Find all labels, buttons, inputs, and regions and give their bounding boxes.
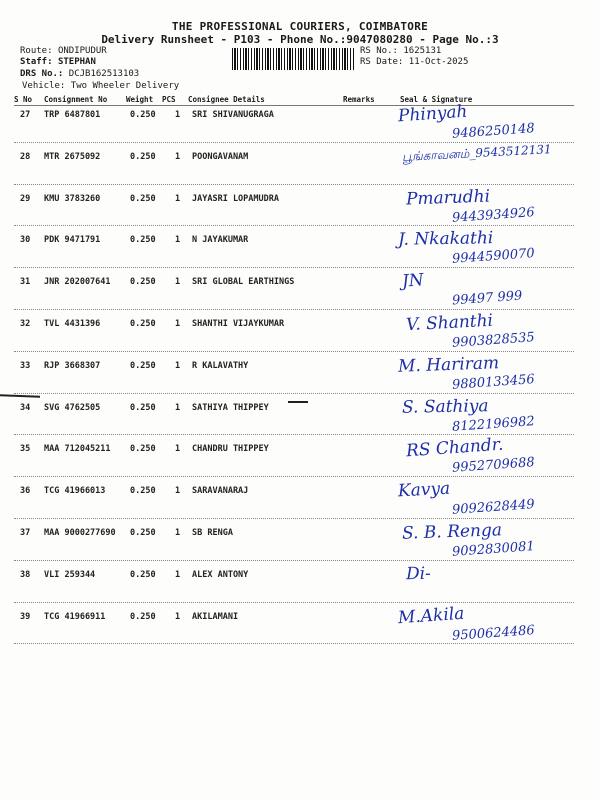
rs-no-info: [360, 46, 441, 57]
rs-no-value: 1625131: [403, 46, 442, 56]
drs-label: DRS No.:: [20, 69, 64, 79]
signature-name: RS Chandr.: [405, 435, 505, 462]
row-consignment-no: JNR 202007641: [44, 277, 111, 288]
col-header-sno: S No: [14, 95, 33, 104]
signature-phone: 9092830081: [451, 539, 536, 560]
row-weight: 0.250: [130, 277, 156, 288]
row-consignment-no: SVG 4762505: [44, 402, 101, 413]
row-consignee: ALEX ANTONY: [192, 569, 249, 580]
vehicle-info: [22, 81, 179, 92]
row-pcs: 1: [175, 611, 181, 622]
row-divider: [14, 518, 574, 519]
row-divider: [14, 476, 574, 477]
col-header-remarks: Remarks: [343, 95, 375, 104]
signature-phone: 99497 999: [451, 288, 523, 309]
row-consignee: SARAVANARAJ: [192, 486, 249, 497]
row-weight: 0.250: [130, 444, 156, 455]
signature-phone: 9486250148: [451, 121, 536, 142]
row-consignee: POONGAVANAM: [192, 151, 249, 162]
signature-phone: 9903828535: [451, 330, 536, 351]
row-weight: 0.250: [130, 569, 156, 580]
col-header-weight: Weight: [126, 95, 154, 104]
row-consignment-no: TCG 41966911: [44, 611, 106, 622]
signature-name: Pmarudhi: [405, 186, 491, 210]
row-consignee: SATHIYA THIPPEY: [192, 402, 269, 413]
row-pcs: 1: [175, 193, 181, 204]
row-pcs: 1: [175, 360, 181, 371]
staff-value: STEPHAN: [57, 57, 96, 67]
row-pcs: 1: [175, 444, 181, 455]
row-weight: 0.250: [130, 360, 156, 371]
row-consignee: N JAYAKUMAR: [192, 235, 249, 246]
row-sno: 38: [20, 569, 31, 580]
header-divider: [14, 105, 574, 106]
signature-name: JN: [401, 270, 425, 292]
signature-name: V. Shanthi: [405, 310, 494, 336]
row-weight: 0.250: [130, 486, 156, 497]
signature-phone: 9880133456: [451, 371, 536, 393]
signature-phone: 9944590070: [451, 246, 536, 268]
signature-phone: 9443934926: [451, 204, 536, 226]
drs-value: DCJB162513103: [68, 69, 140, 79]
rs-date-info: [360, 57, 468, 68]
row-pcs: 1: [175, 151, 181, 162]
row-sno: 29: [20, 193, 31, 204]
signature-name: M.Akila: [397, 603, 466, 628]
row-pcs: 1: [175, 402, 181, 413]
signature-name: Kavya: [397, 478, 451, 502]
company-title: THE PROFESSIONAL COURIERS, COIMBATORE: [171, 20, 429, 33]
row-weight: 0.250: [130, 151, 156, 162]
row-sno: 36: [20, 486, 31, 497]
row-pcs: 1: [175, 277, 181, 288]
row-sno: 35: [20, 444, 31, 455]
row-weight: 0.250: [130, 193, 156, 204]
signature-phone: 9500624486: [451, 622, 536, 644]
row-consignment-no: TRP 6487801: [44, 110, 101, 120]
route-info: [20, 46, 107, 57]
row-pcs: 1: [175, 319, 181, 329]
route-label: Route:: [20, 46, 53, 56]
drs-info: [20, 69, 139, 80]
col-header-pcs: PCS: [162, 95, 176, 104]
row-consignee: SHANTHI VIJAYKUMAR: [192, 319, 285, 329]
row-sno: 31: [20, 277, 31, 288]
row-consignee: SRI SHIVANUGRAGA: [192, 110, 274, 120]
row-sno: 30: [20, 235, 31, 246]
row-divider: [14, 184, 574, 185]
row-pcs: 1: [175, 235, 181, 246]
row-divider: [14, 142, 574, 143]
signature-name: Di-: [405, 563, 431, 585]
row-sno: 34: [20, 402, 31, 413]
signature-name: Phinyah: [397, 101, 469, 127]
row-pcs: 1: [175, 110, 181, 120]
col-header-signature: Seal & Signature: [400, 95, 473, 104]
row-pcs: 1: [175, 528, 181, 538]
row-sno: 32: [20, 319, 31, 329]
signature-name: பூங்காவனம்_9543512131: [401, 141, 552, 164]
scan-artifact: [288, 401, 308, 403]
row-consignee: SRI GLOBAL EARTHINGS: [192, 277, 295, 288]
row-pcs: 1: [175, 569, 181, 580]
row-consignee: JAYASRI LOPAMUDRA: [192, 193, 279, 204]
row-consignment-no: MAA 9000277690: [44, 528, 116, 538]
signature-name: S. B. Renga: [401, 520, 503, 544]
staff-info: [20, 57, 96, 68]
row-sno: 27: [20, 110, 31, 120]
row-consignee: R KALAVATHY: [192, 360, 249, 371]
rs-date-label: RS Date:: [360, 57, 404, 67]
row-weight: 0.250: [130, 528, 156, 538]
row-consignee: CHANDRU THIPPEY: [192, 444, 269, 455]
col-header-consignee: Consignee Details: [188, 95, 265, 104]
row-sno: 28: [20, 151, 31, 162]
vehicle-value: Two Wheeler Delivery: [70, 81, 180, 91]
route-value: ONDIPUDUR: [57, 46, 107, 56]
row-weight: 0.250: [130, 319, 156, 329]
row-consignee: AKILAMANI: [192, 611, 239, 622]
row-consignment-no: KMU 3783260: [44, 193, 101, 204]
signature-name: M. Hariram: [397, 353, 500, 377]
row-weight: 0.250: [130, 402, 156, 413]
row-divider: [14, 393, 574, 394]
row-consignment-no: MTR 2675092: [44, 151, 101, 162]
row-pcs: 1: [175, 486, 181, 497]
row-consignment-no: VLI 259344: [44, 569, 96, 580]
row-divider: [14, 602, 574, 603]
barcode: [232, 48, 354, 70]
row-consignment-no: TVL 4431396: [44, 319, 101, 329]
row-consignment-no: RJP 3668307: [44, 360, 101, 371]
vehicle-label: Vehicle:: [22, 81, 66, 91]
row-consignment-no: TCG 41966013: [44, 486, 106, 497]
signature-phone: 8122196982: [451, 413, 536, 435]
signature-name: S. Sathiya: [401, 395, 489, 418]
scan-artifact: [0, 394, 40, 397]
signature-name: J. Nkakathi: [397, 228, 494, 251]
row-consignment-no: MAA 712045211: [44, 444, 111, 455]
row-consignee: SB RENGA: [192, 528, 233, 538]
row-sno: 39: [20, 611, 31, 622]
row-divider: [14, 351, 574, 352]
row-sno: 33: [20, 360, 31, 371]
col-header-consignment: Consignment No: [44, 95, 108, 104]
signature-phone: 9952709688: [451, 455, 536, 477]
signature-phone: 9092628449: [451, 497, 536, 519]
row-weight: 0.250: [130, 110, 156, 120]
runsheet-subtitle: Delivery Runsheet - P103 - Phone No.:9047080280 - Page No.:3: [101, 33, 499, 46]
row-divider: [14, 560, 574, 561]
row-weight: 0.250: [130, 611, 156, 622]
row-divider: [14, 643, 574, 644]
rs-no-label: RS No.:: [360, 46, 398, 56]
staff-label: Staff:: [20, 57, 53, 67]
rs-date-value: 11-Oct-2025: [408, 57, 469, 67]
row-weight: 0.250: [130, 235, 156, 246]
row-divider: [14, 225, 574, 226]
row-divider: [14, 267, 574, 268]
row-consignment-no: PDK 9471791: [44, 235, 101, 246]
row-sno: 37: [20, 528, 31, 538]
